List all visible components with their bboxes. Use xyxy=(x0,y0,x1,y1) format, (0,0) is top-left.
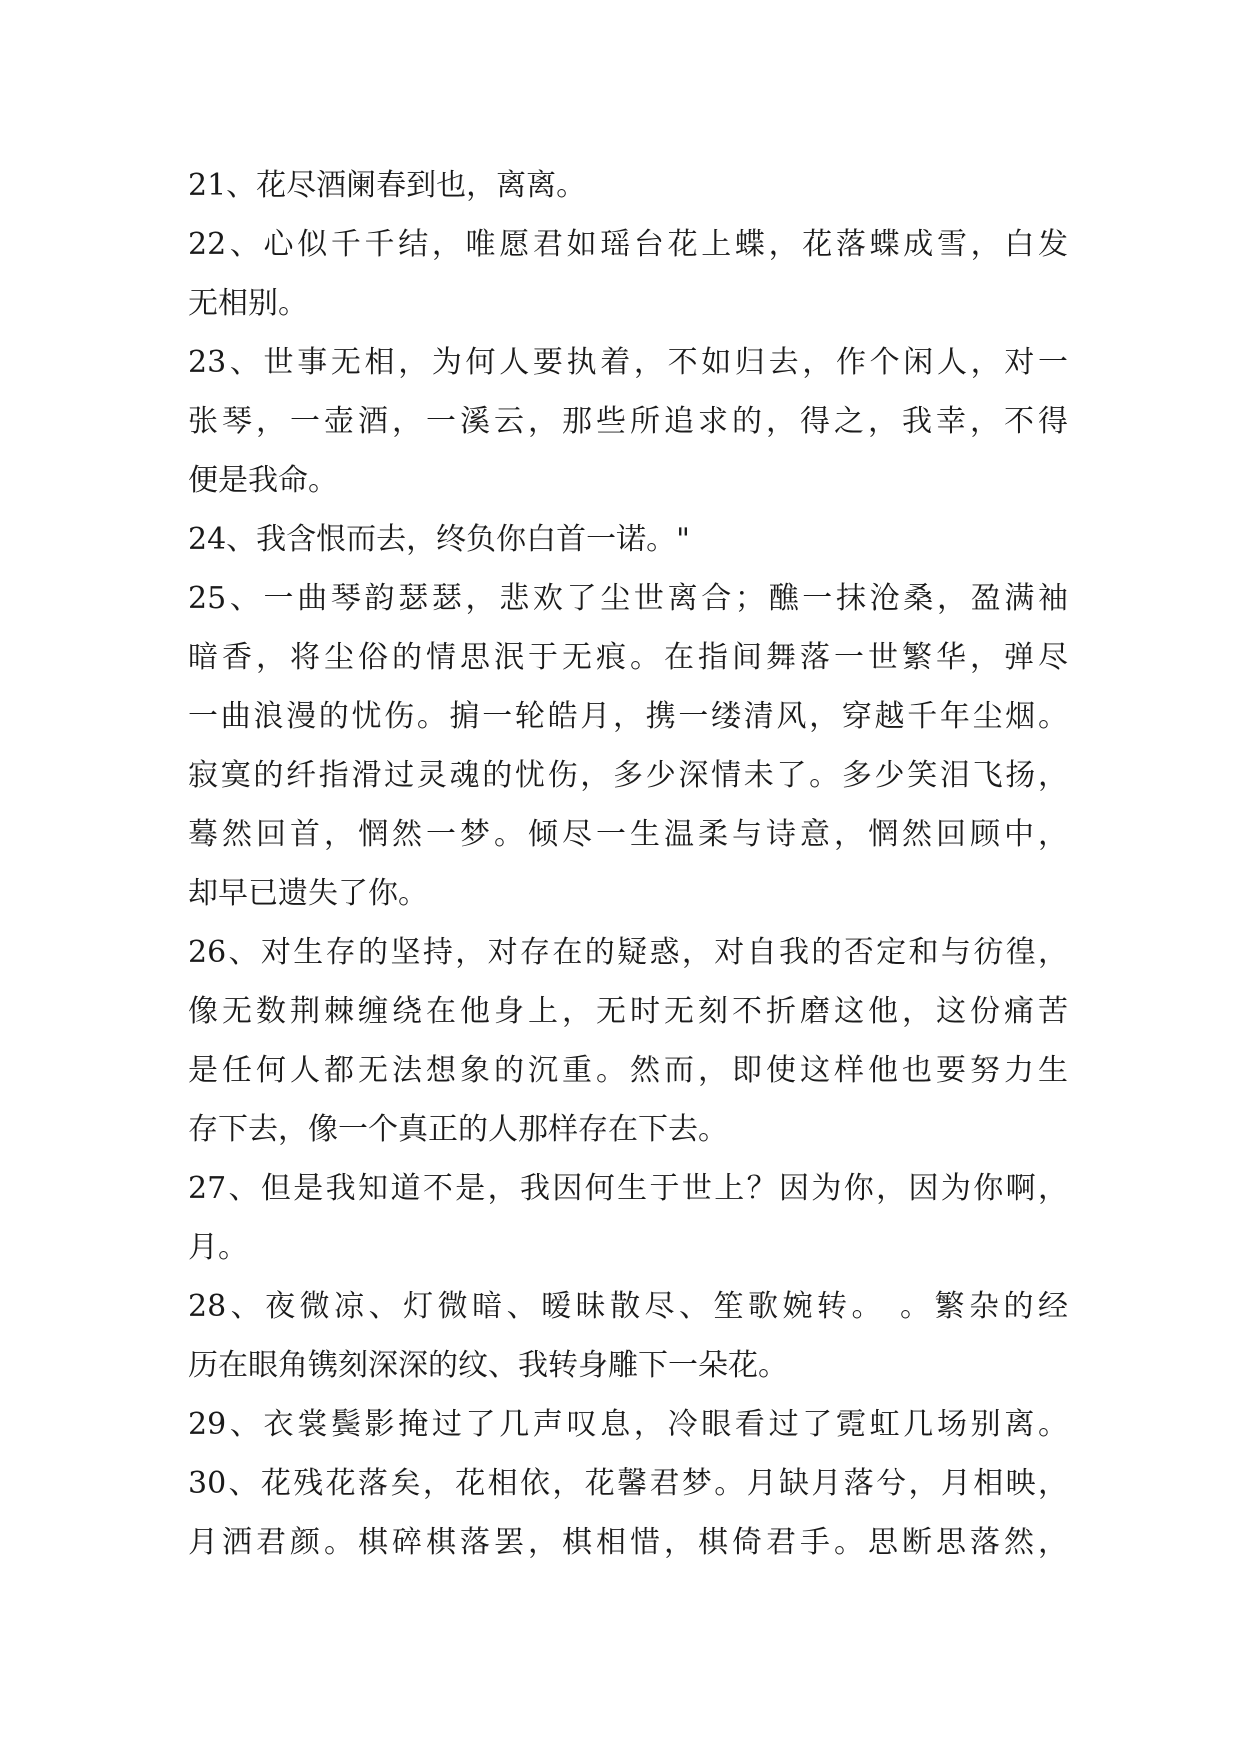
text-line: 便是我命。 xyxy=(188,463,338,498)
text-line: 21、花尽酒阑春到也，离离。 xyxy=(188,168,587,203)
text-line: 23、世事无相，为何人要执着，不如归去，作个闲人，对一 xyxy=(188,345,1068,380)
text-line: 暗香，将尘俗的情思泯于无痕。在指间舞落一世繁华，弹尽 xyxy=(188,640,1068,675)
text-line: 是任何人都无法想象的沉重。然而，即使这样他也要努力生 xyxy=(188,1053,1068,1088)
text-line: 无相别。 xyxy=(188,286,308,321)
text-line: 27、但是我知道不是，我因何生于世上？因为你，因为你啊， xyxy=(188,1171,1068,1206)
text-line: 29、衣裳鬓影掩过了几声叹息，冷眼看过了霓虹几场别离。 xyxy=(188,1407,1068,1442)
text-line: 24、我含恨而去，终负你白首一诺。" xyxy=(188,522,690,557)
text-line: 历在眼角镌刻深深的纹、我转身雕下一朵花。 xyxy=(188,1348,788,1383)
text-line: 28、夜微凉、灯微暗、暧昧散尽、笙歌婉转。 。繁杂的经 xyxy=(188,1289,1068,1324)
text-line: 蓦然回首，惘然一梦。倾尽一生温柔与诗意，惘然回顾中， xyxy=(188,817,1068,852)
text-line: 22、心似千千结，唯愿君如瑶台花上蝶，花落蝶成雪，白发 xyxy=(188,227,1068,262)
text-line: 却早已遗失了你。 xyxy=(188,876,428,911)
text-line: 26、对生存的坚持，对存在的疑惑，对自我的否定和与彷徨， xyxy=(188,935,1068,970)
text-line: 寂寞的纤指滑过灵魂的忧伤，多少深情未了。多少笑泪飞扬， xyxy=(188,758,1068,793)
text-line: 月。 xyxy=(188,1230,248,1265)
text-line: 存下去，像一个真正的人那样存在下去。 xyxy=(188,1112,728,1147)
text-line: 一曲浪漫的忧伤。掮一轮皓月，携一缕清风，穿越千年尘烟。 xyxy=(188,699,1068,734)
document-body xyxy=(188,156,1068,1572)
text-line: 月洒君颜。棋碎棋落罢，棋相惜，棋倚君手。思断思落然， xyxy=(188,1525,1068,1560)
text-line: 张琴，一壶酒，一溪云，那些所追求的，得之，我幸，不得 xyxy=(188,404,1068,439)
text-line: 25、一曲琴韵瑟瑟，悲欢了尘世离合；醮一抹沧桑，盈满袖 xyxy=(188,581,1068,616)
text-line: 30、花残花落矣，花相依，花馨君梦。月缺月落兮，月相映， xyxy=(188,1466,1068,1501)
text-line: 像无数荆棘缠绕在他身上，无时无刻不折磨这他，这份痛苦 xyxy=(188,994,1068,1029)
